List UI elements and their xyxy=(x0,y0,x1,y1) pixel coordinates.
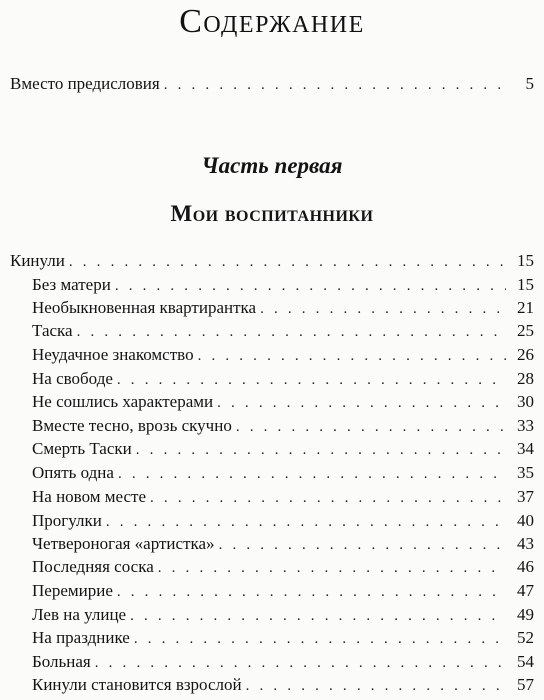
toc-entry-page: 57 xyxy=(517,675,534,694)
dot-leader xyxy=(158,556,506,580)
toc-entry[interactable] xyxy=(32,319,534,343)
toc-entry-label: Последняя соска xyxy=(32,557,154,576)
toc-entry-page: 40 xyxy=(517,511,534,530)
dot-leader xyxy=(117,580,506,604)
toc-entry-page: 30 xyxy=(517,392,534,411)
toc-chapter[interactable] xyxy=(10,249,534,273)
page-title: Содержание xyxy=(179,3,365,40)
toc-entry[interactable] xyxy=(32,414,534,438)
dot-leader xyxy=(217,391,506,415)
toc-entry[interactable] xyxy=(32,509,534,533)
toc-entry-label: Перемирие xyxy=(32,581,113,600)
toc-entry-page: 47 xyxy=(517,581,534,600)
dot-leader xyxy=(134,627,506,651)
toc-entry[interactable] xyxy=(32,626,534,650)
dot-leader xyxy=(106,510,506,534)
toc-entry-label: Смерть Таски xyxy=(32,439,132,458)
dot-leader xyxy=(118,462,506,486)
dot-leader xyxy=(246,674,506,698)
dot-leader xyxy=(219,533,506,557)
toc-entry[interactable] xyxy=(32,367,534,391)
toc-entry[interactable] xyxy=(32,390,534,414)
toc-entry-page: 43 xyxy=(517,534,534,553)
toc-entry-label: На празднике xyxy=(32,628,130,647)
toc-entry-page: 54 xyxy=(517,652,534,671)
toc-entry-label: Прогулки xyxy=(32,511,102,530)
toc-entry-page: 46 xyxy=(517,557,534,576)
toc-entry-page: 33 xyxy=(517,416,534,435)
toc-entry-page: 26 xyxy=(517,345,534,364)
toc-entry-label: Четвероногая «артистка» xyxy=(32,534,215,553)
toc-entry[interactable] xyxy=(32,532,534,556)
toc-entry-intro[interactable] xyxy=(10,72,534,96)
toc-entry[interactable] xyxy=(32,461,534,485)
dot-leader xyxy=(117,368,506,392)
toc-entry-label: Вместе тесно, врозь скучно xyxy=(32,416,232,435)
toc-entry-page: 28 xyxy=(517,369,534,388)
dot-leader xyxy=(130,604,506,628)
toc-entry[interactable] xyxy=(32,343,534,367)
toc-entry-page: 52 xyxy=(517,628,534,647)
dot-leader xyxy=(95,651,506,675)
toc-entry-label: Необыкновенная квартирантка xyxy=(32,298,257,317)
toc-entry-page: 34 xyxy=(517,439,534,458)
dot-leader xyxy=(115,274,506,298)
dot-leader xyxy=(198,344,506,368)
toc-entry-label: Не сошлись характерами xyxy=(32,392,214,411)
toc-chapter-page: 15 xyxy=(517,251,534,270)
toc-entry-page: 35 xyxy=(517,463,534,482)
toc-entry-page: 25 xyxy=(517,321,534,340)
toc-entry-label: На свободе xyxy=(32,369,113,388)
toc-entry-label: Неудачное знакомство xyxy=(32,345,194,364)
toc-chapter-label: Кинули xyxy=(10,251,65,270)
toc-entry-label: Вместо предисловия xyxy=(10,74,160,93)
toc-entry-label: На новом месте xyxy=(32,487,147,506)
toc-entry[interactable] xyxy=(32,485,534,509)
toc-entry-page: 37 xyxy=(517,487,534,506)
toc-entry-label: Лев на улице xyxy=(32,605,127,624)
toc-entry-label: Больная xyxy=(32,652,91,671)
toc-entry-page: 49 xyxy=(517,605,534,624)
toc-entry-label: Опять одна xyxy=(32,463,114,482)
dot-leader xyxy=(69,250,506,274)
toc-entry[interactable] xyxy=(32,603,534,627)
toc-entry[interactable] xyxy=(32,579,534,603)
dot-leader xyxy=(77,320,506,344)
toc-entry-label: Таска xyxy=(32,321,73,340)
toc-entry[interactable] xyxy=(32,650,534,674)
toc-entry-page: 5 xyxy=(525,74,534,93)
toc-entry[interactable] xyxy=(32,673,534,697)
part-subheading: Мои воспитанники xyxy=(170,201,374,226)
dot-leader xyxy=(260,297,506,321)
toc-entry-label: Кинули становится взрослой xyxy=(32,675,242,694)
toc-entry-page: 21 xyxy=(517,298,534,317)
dot-leader xyxy=(236,415,506,439)
dot-leader xyxy=(136,438,506,462)
toc-entry[interactable] xyxy=(32,273,534,297)
dot-leader xyxy=(150,486,506,510)
toc-entry-label: Без матери xyxy=(32,275,111,294)
toc-entry[interactable] xyxy=(32,437,534,461)
toc-entry[interactable] xyxy=(32,296,534,320)
toc-entry-page: 15 xyxy=(517,275,534,294)
toc-entry[interactable] xyxy=(32,555,534,579)
part-heading: Часть первая xyxy=(201,153,343,178)
dot-leader xyxy=(164,73,506,97)
